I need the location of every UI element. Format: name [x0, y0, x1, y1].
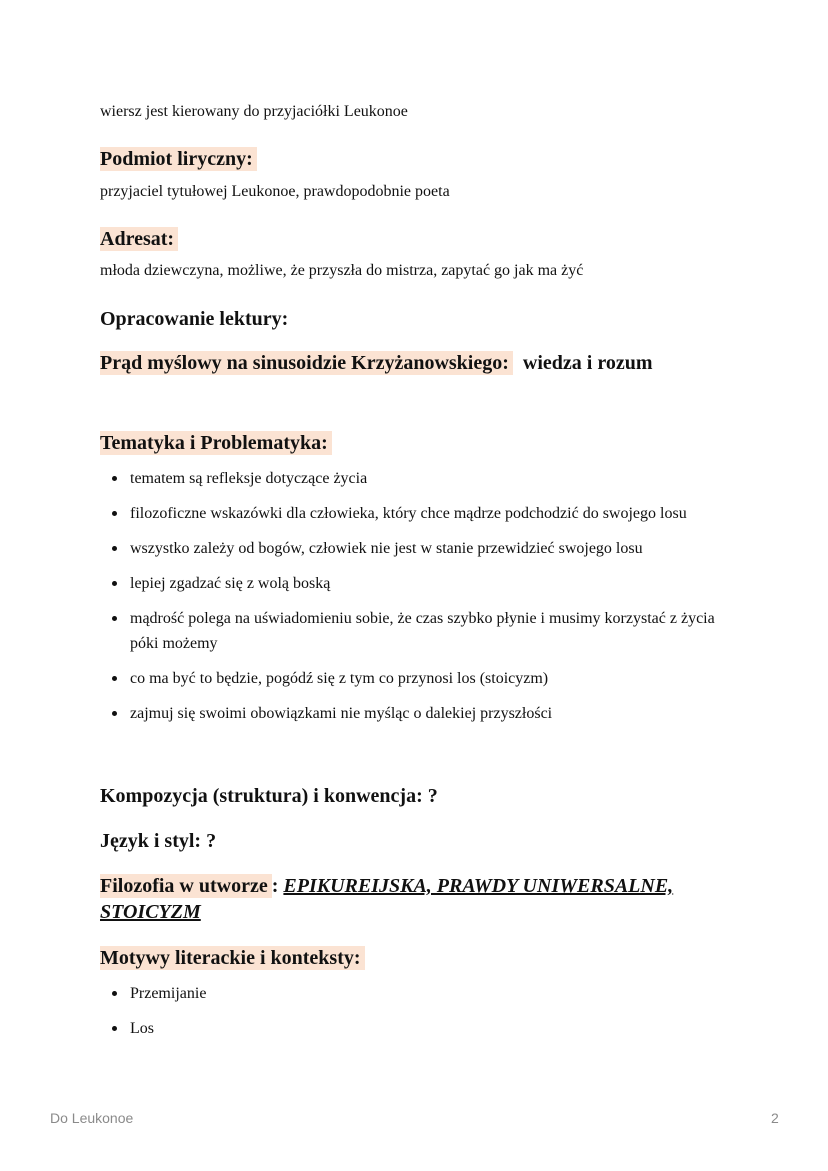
prad-heading	[100, 350, 653, 376]
list-item-text: mądrość polega na uświadomieniu sobie, że czas szybko płynie i musimy korzystać z życia póki możemy	[130, 610, 715, 652]
list-item	[112, 701, 732, 726]
filozofia-label: Filozofia w utworze	[100, 874, 272, 898]
list-item-text: co ma być to będzie, pogódź się z tym co przynosi los (stoicyzm)	[130, 670, 549, 687]
bullet-icon	[112, 1026, 117, 1031]
list-item	[112, 981, 732, 1006]
tematyka-heading-label: Tematyka i Problematyka:	[100, 431, 332, 455]
list-item	[112, 571, 732, 596]
bullet-icon	[112, 511, 117, 516]
motywy-heading-label: Motywy literackie i konteksty:	[100, 946, 365, 970]
motywy-list	[112, 981, 732, 1051]
bullet-icon	[112, 581, 117, 586]
list-item-text: Los	[130, 1020, 154, 1037]
bullet-icon	[112, 546, 117, 551]
bullet-icon	[112, 616, 117, 621]
podmiot-heading-label: Podmiot liryczny:	[100, 147, 257, 171]
motywy-heading	[100, 945, 365, 971]
prad-value: wiedza i rozum	[522, 352, 653, 374]
intro-line: wiersz jest kierowany do przyjaciółki Leukonoe	[100, 103, 408, 120]
adresat-heading-label: Adresat:	[100, 227, 178, 251]
footer-title: Do Leukonoe	[50, 1110, 134, 1126]
filozofia-value: EPIKUREIJSKA, PRAWDY UNIWERSALNE, STOICYZM	[100, 875, 674, 923]
bullet-icon	[112, 991, 117, 996]
podmiot-heading	[100, 146, 257, 172]
tematyka-heading	[100, 430, 332, 456]
list-item	[112, 666, 732, 691]
filozofia-heading	[100, 873, 710, 925]
list-item-text: wszystko zależy od bogów, człowiek nie jest w stanie przewidzieć swojego losu	[130, 540, 643, 557]
list-item-text: tematem są refleksje dotyczące życia	[130, 470, 368, 487]
adresat-heading	[100, 226, 178, 252]
prad-label: Prąd myślowy na sinusoidzie Krzyżanowskiego:	[100, 351, 513, 375]
list-item-text: lepiej zgadzać się z wolą boską	[130, 575, 331, 592]
list-item-text: Przemijanie	[130, 985, 207, 1002]
tematyka-list	[112, 466, 732, 736]
podmiot-text: przyjaciel tytułowej Leukonoe, prawdopodobnie poeta	[100, 183, 450, 200]
adresat-text: młoda dziewczyna, możliwe, że przyszła do mistrza, zapytać go jak ma żyć	[100, 262, 584, 279]
list-item	[112, 536, 732, 561]
bullet-icon	[112, 676, 117, 681]
list-item	[112, 501, 732, 526]
opracowanie-heading: Opracowanie lektury:	[100, 308, 289, 330]
page-number: 2	[771, 1110, 779, 1126]
list-item-text: filozoficzne wskazówki dla człowieka, który chce mądrze podchodzić do swojego losu	[130, 505, 687, 522]
list-item	[112, 466, 732, 491]
kompozycja-heading: Kompozycja (struktura) i konwencja: ?	[100, 785, 438, 807]
list-item-text: zajmuj się swoimi obowiązkami nie myśląc o dalekiej przyszłości	[130, 705, 553, 722]
list-item	[112, 606, 732, 656]
bullet-icon	[112, 711, 117, 716]
filozofia-colon: :	[271, 875, 279, 897]
bullet-icon	[112, 476, 117, 481]
jezyk-heading: Język i styl: ?	[100, 830, 217, 852]
list-item	[112, 1016, 732, 1041]
